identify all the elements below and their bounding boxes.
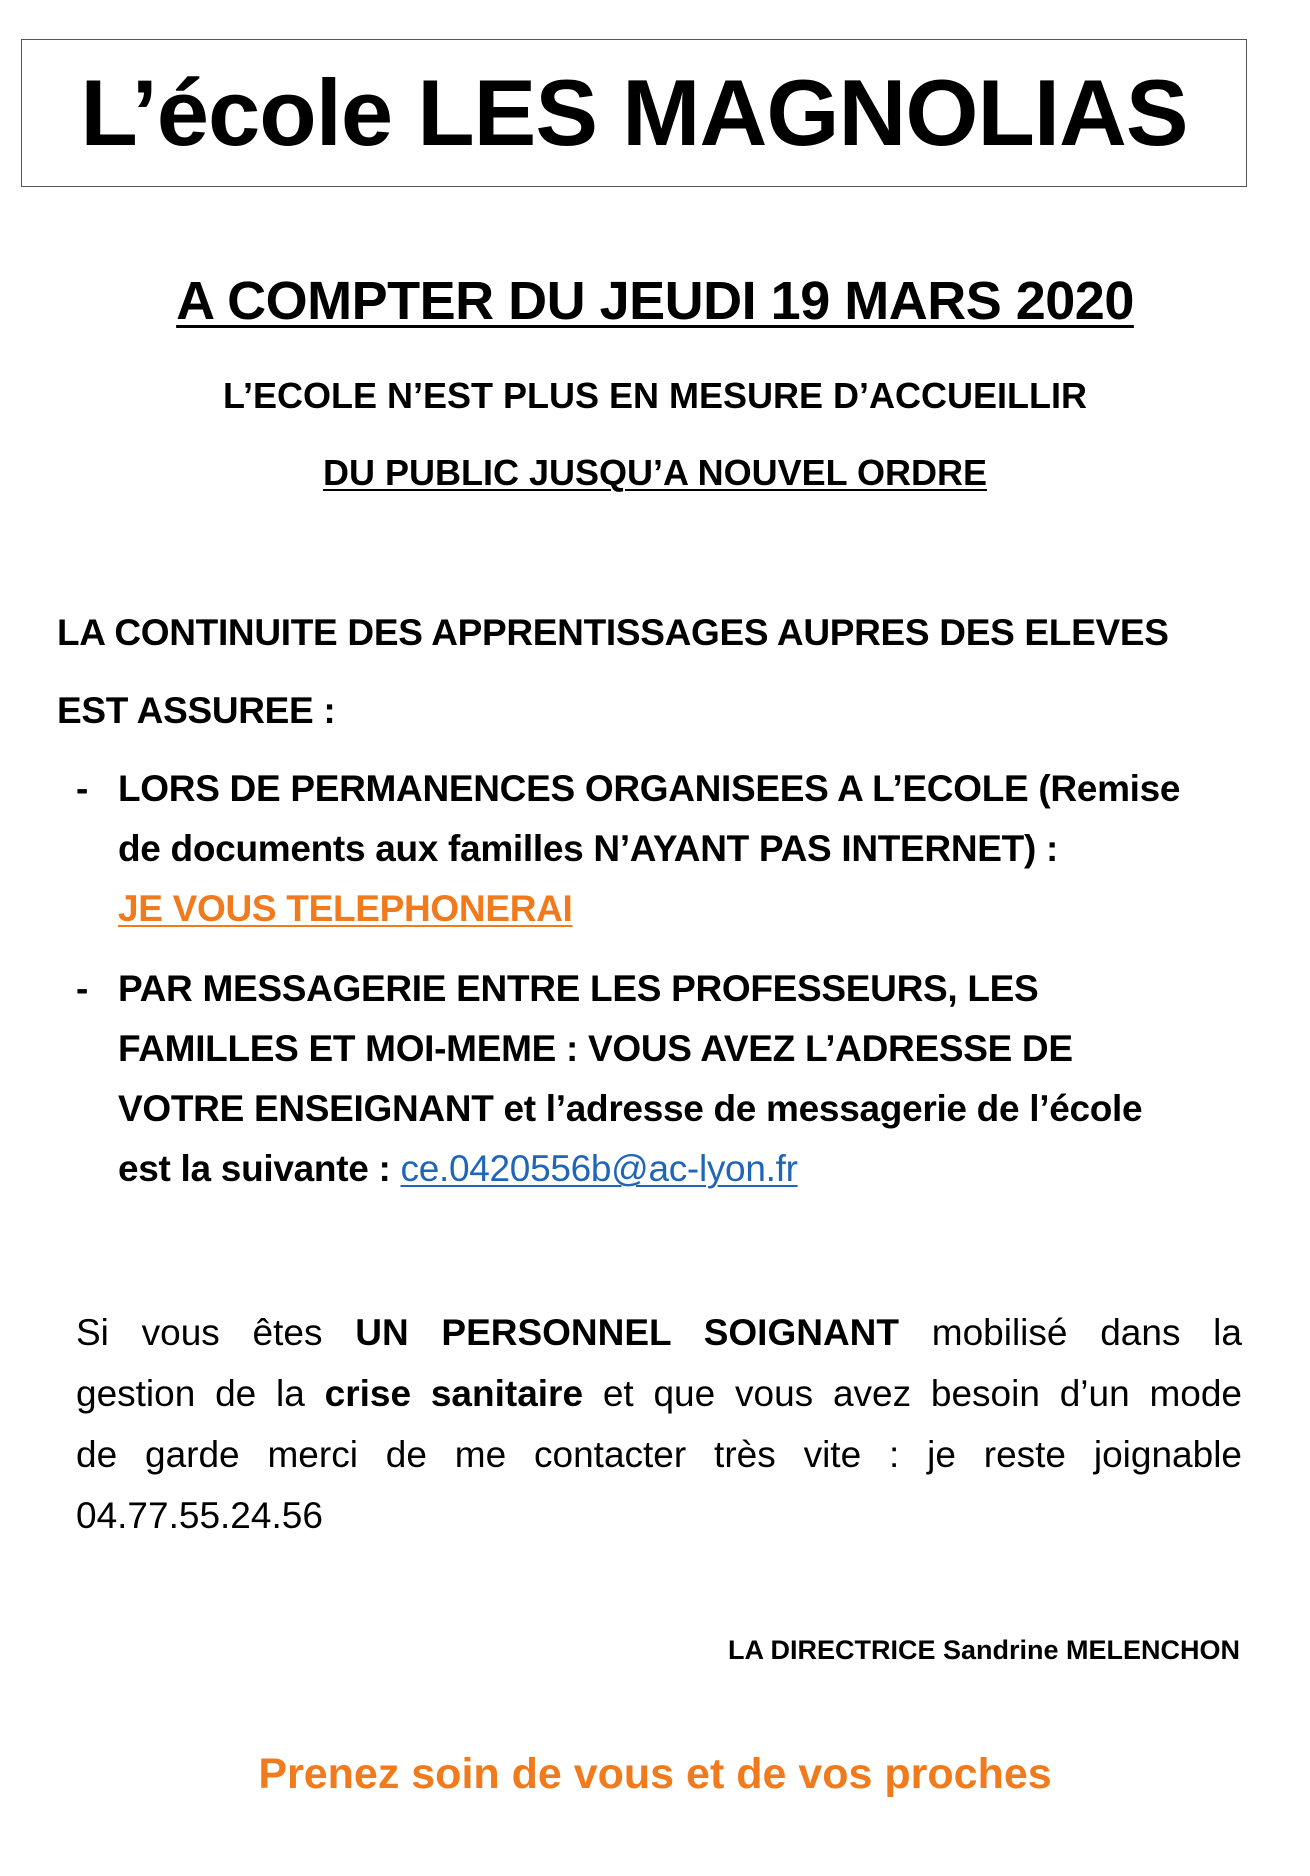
- bullet1-line-1: LORS DE PERMANENCES ORGANISEES A L’ECOLE (Remise: [118, 768, 1181, 809]
- closure-line-1: L’ECOLE N’EST PLUS EN MESURE D’ACCUEILLIR: [222, 375, 1088, 416]
- bullet2-line-2: FAMILLES ET MOI-MEME : VOUS AVEZ L’ADRESSE DE: [118, 1028, 1073, 1069]
- healthcare-line-1: Si vous êtes UN PERSONNEL SOIGNANT mobilisé dans la: [76, 1312, 1242, 1353]
- bullet2-line-1: PAR MESSAGERIE ENTRE LES PROFESSEURS, LES: [118, 968, 1039, 1009]
- signature: LA DIRECTRICE Sandrine MELENCHON: [727, 1635, 1240, 1665]
- bullet-dash-2: -: [76, 968, 89, 1009]
- bullet2-line-3: VOTRE ENSEIGNANT et l’adresse de messagerie de l’école: [118, 1088, 1143, 1129]
- healthcare-paragraph: [76, 1302, 1242, 1546]
- school-email-link[interactable]: ce.0420556b@ac-lyon.fr: [400, 1148, 798, 1189]
- continuity-line-2: EST ASSUREE :: [57, 690, 336, 731]
- bullet1-line-2: de documents aux familles N’AYANT PAS INTERNET) :: [118, 828, 1058, 869]
- email-prefix: est la suivante :: [118, 1148, 401, 1189]
- closure-line-2: DU PUBLIC JUSQU’A NOUVEL ORDRE: [322, 452, 988, 493]
- start-date-heading: A COMPTER DU JEUDI 19 MARS 2020: [176, 271, 1134, 331]
- healthcare-line-2: gestion de la crise sanitaire et que vous avez besoin d’un mode: [76, 1373, 1243, 1414]
- phone-callback-highlight: JE VOUS TELEPHONERAI: [118, 888, 573, 929]
- healthcare-line-3: de garde merci de me contacter très vite : je reste joignable: [76, 1434, 1242, 1475]
- contact-phone: 04.77.55.24.56: [76, 1495, 323, 1536]
- continuity-line-1: LA CONTINUITE DES APPRENTISSAGES AUPRES DES ELEVES: [57, 612, 1169, 653]
- healthcare-staff-emphasis: UN PERSONNEL SOIGNANT: [355, 1312, 900, 1353]
- title-box: [21, 39, 1247, 187]
- bullet2-line-4: [118, 1148, 798, 1190]
- closing-message: Prenez soin de vous et de vos proches: [258, 1750, 1052, 1798]
- page-title: L’école LES MAGNOLIAS: [80, 60, 1188, 165]
- health-crisis-emphasis: crise sanitaire: [324, 1373, 584, 1414]
- bullet-dash-1: -: [76, 768, 89, 809]
